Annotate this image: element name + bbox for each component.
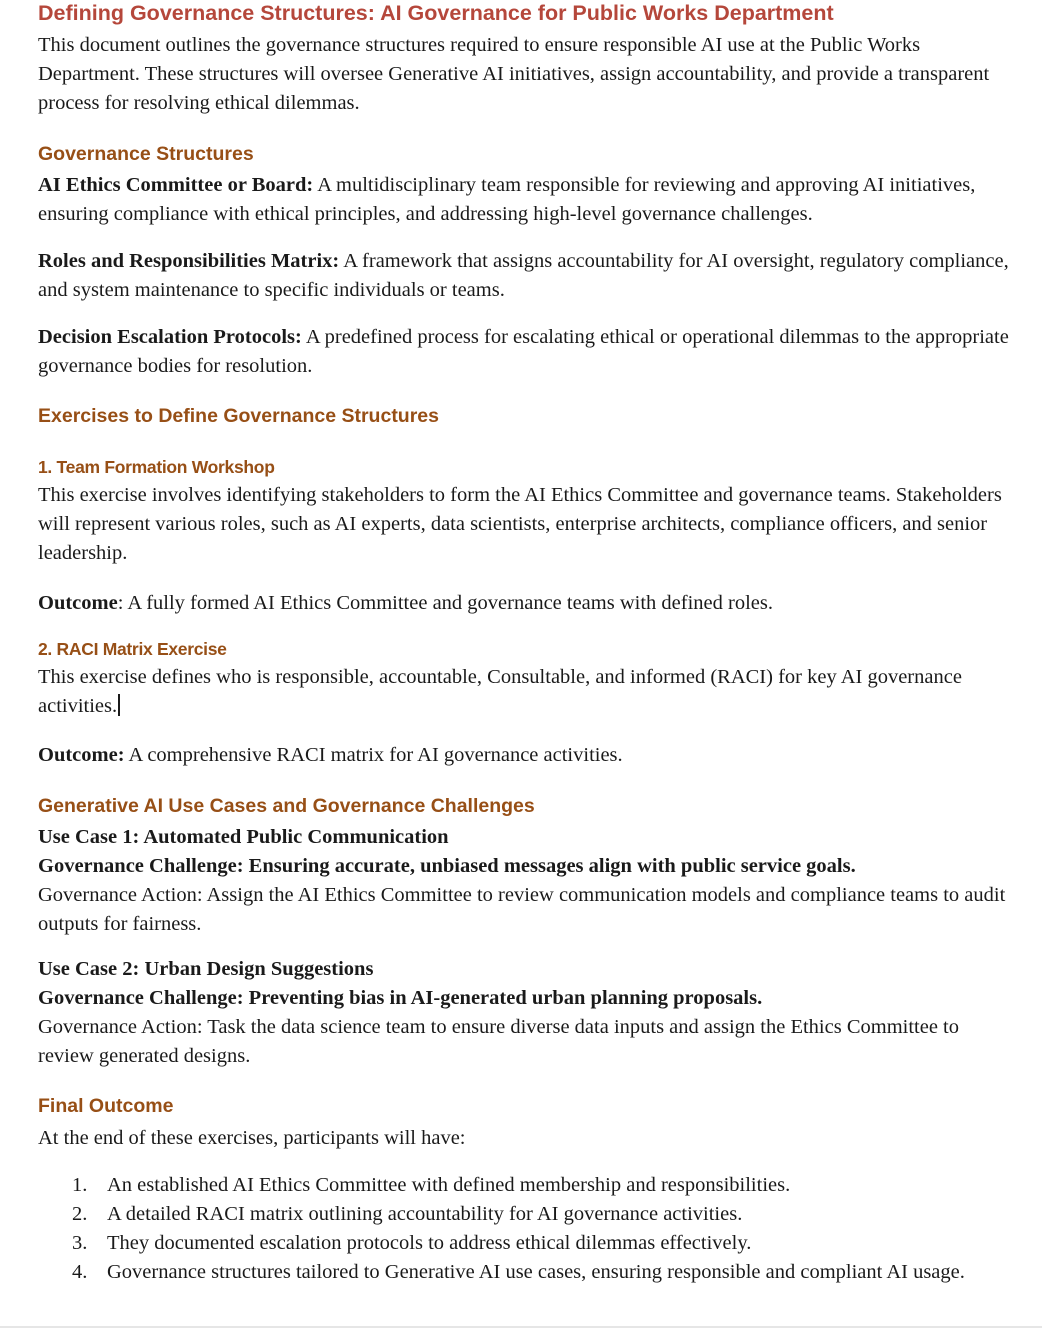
list-item [38,1258,1018,1287]
use-case-title-text: Use Case 1: Automated Public Communication [38,826,449,848]
final-outcome-list [38,1171,1018,1287]
structure-term: Decision Escalation Protocols: [38,326,302,348]
use-case-1-title [38,823,1018,852]
challenge-text: Governance Challenge: Preventing bias in AI-generated urban planning proposals. [38,987,763,1009]
exercise-1-heading: 1. Team Formation Workshop [38,457,275,477]
exercises-heading: Exercises to Define Governance Structures [38,405,439,427]
use-case-2-challenge [38,984,1018,1013]
outcome-label: Outcome [38,592,118,614]
list-number: 3. [72,1232,88,1254]
list-item [38,1200,1018,1229]
use-case-1-action: Governance Action: Assign the AI Ethics Committee to review communication models and compliance teams to audit outputs for fairness. [38,884,1006,935]
exercise-2-text-content: This exercise defines who is responsible, accountable, Consultable, and informed (RACI) for key AI governance activities. [38,666,962,717]
challenge-text: Governance Challenge: Ensuring accurate, unbiased messages align with public service goals. [38,855,856,877]
list-text: A detailed RACI matrix outlining accountability for AI governance activities. [107,1203,743,1225]
use-case-title-text: Use Case 2: Urban Design Suggestions [38,958,374,980]
structure-text: A framework that assigns accountability for AI oversight, regulatory compliance, and system maintenance to specific individuals or teams. [38,250,1009,301]
list-text: They documented escalation protocols to address ethical dilemmas effectively. [107,1232,752,1254]
list-item [38,1229,1018,1258]
structure-roles-matrix [38,247,1018,305]
exercise-1-text: This exercise involves identifying stakeholders to form the AI Ethics Committee and governance teams. Stakeholders will represent various roles, such as AI experts, data scientists, enterprise architects, compliance officers, and senior leadership. [38,484,1002,564]
list-number: 1. [72,1174,88,1196]
document-title: Defining Governance Structures: AI Governance for Public Works Department [38,1,834,25]
exercise-1-outcome [38,589,1018,618]
exercise-2-text[interactable] [38,663,1018,721]
structure-escalation-protocols [38,323,1018,381]
page-bottom-edge [0,1326,1042,1328]
use-case-1-challenge [38,852,1018,881]
exercise-2-outcome [38,741,1018,770]
use-case-2-title [38,955,1018,984]
intro-paragraph: This document outlines the governance structures required to ensure responsible AI use at the Public Works Department. These structures will oversee Generative AI initiatives, assign accountability, and provide a transparent process for resolving ethical dilemmas. [38,34,990,114]
structure-ethics-committee [38,171,1018,229]
use-cases-heading: Generative AI Use Cases and Governance Challenges [38,795,535,817]
structure-text: A predefined process for escalating ethical or operational dilemmas to the appropriate governance bodies for resolution. [38,326,1009,377]
outcome-label: Outcome: [38,744,125,766]
structure-term: AI Ethics Committee or Board: [38,174,314,196]
list-item [38,1171,1018,1200]
structure-text: A multidisciplinary team responsible for reviewing and approving AI initiatives, ensuring compliance with ethical principles, and addressing high-level governance challenges. [38,174,976,225]
final-outcome-heading: Final Outcome [38,1095,174,1117]
list-number: 4. [72,1261,88,1283]
list-text: An established AI Ethics Committee with defined membership and responsibilities. [107,1174,791,1196]
outcome-text: A comprehensive RACI matrix for AI governance activities. [124,744,623,766]
exercise-2-heading: 2. RACI Matrix Exercise [38,639,227,659]
governance-structures-heading: Governance Structures [38,143,254,165]
outcome-text: : A fully formed AI Ethics Committee and governance teams with defined roles. [117,592,773,614]
final-outcome-intro: At the end of these exercises, participants will have: [38,1127,466,1149]
list-number: 2. [72,1203,88,1225]
use-case-2-action: Governance Action: Task the data science team to ensure diverse data inputs and assign the Ethics Committee to review generated designs. [38,1016,959,1067]
list-text: Governance structures tailored to Generative AI use cases, ensuring responsible and compliant AI usage. [107,1261,965,1283]
text-cursor [118,694,120,716]
structure-term: Roles and Responsibilities Matrix: [38,250,340,272]
